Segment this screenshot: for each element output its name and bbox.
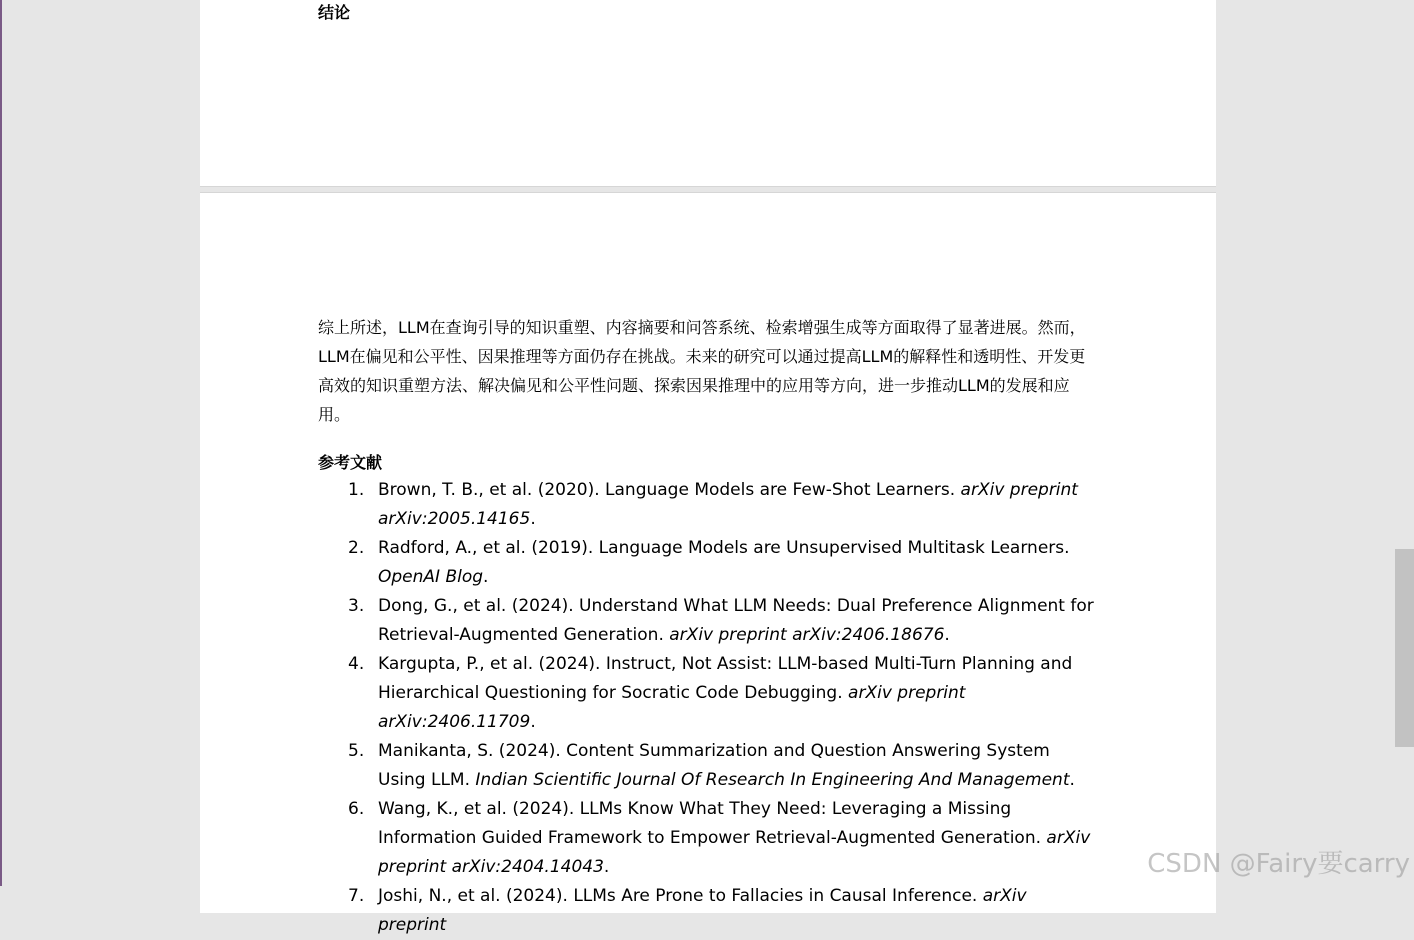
reference-source: arXiv preprint arXiv:2406.18676 xyxy=(669,625,945,645)
reference-item xyxy=(318,476,1096,534)
reference-end: . xyxy=(603,857,610,877)
reference-number: 5. xyxy=(348,741,365,761)
reference-source: Indian Scientific Journal Of Research In Engineering And Management xyxy=(475,770,1070,790)
reference-number: 3. xyxy=(348,596,365,616)
conclusion-paragraph: 综上所述，LLM在查询引导的知识重塑、内容摘要和问答系统、检索增强生成等方面取得了显著进展。然而，LLM在偏见和公平性、因果推理等方面仍存在挑战。未来的研究可以通过提高LLM的解释性和透明性、开发更高效的知识重塑方法、解决偏见和公平性问题、探索因果推理中的应用等方向，进一步推动LLM的发展和应用。 xyxy=(318,318,1086,424)
reference-text: Manikanta, S. (2024). Content Summarization and Question Answering System Using LLM. xyxy=(378,741,1050,790)
reference-text: Wang, K., et al. (2024). LLMs Know What They Need: Leveraging a Missing Information Guided Framework to Empower Retrieval-Augmented Generation. xyxy=(378,799,1047,848)
reference-text: Dong, G., et al. (2024). Understand What LLM Needs: Dual Preference Alignment for Retrieval-Augmented Generation. xyxy=(378,596,1094,645)
reference-source: OpenAI Blog xyxy=(378,567,484,587)
reference-number: 7. xyxy=(348,886,365,906)
scrollbar-thumb[interactable] xyxy=(1395,549,1414,747)
document-page-previous xyxy=(200,0,1216,187)
reference-source: arXiv preprint xyxy=(378,886,1027,935)
reference-number: 4. xyxy=(348,654,365,674)
watermark: CSDN @Fairy要carry xyxy=(1147,849,1410,879)
reference-number: 1. xyxy=(348,480,365,500)
reference-end: . xyxy=(1069,770,1075,790)
reference-end: . xyxy=(530,509,536,529)
reference-item xyxy=(318,592,1096,650)
window-left-edge xyxy=(0,0,2,886)
reference-text: Joshi, N., et al. (2024). LLMs Are Prone to Fallacies in Causal Inference. xyxy=(378,886,983,906)
reference-item xyxy=(318,795,1096,882)
reference-item xyxy=(318,650,1096,737)
reference-source: arXiv preprint arXiv:2404.14043 xyxy=(378,828,1091,877)
vertical-scrollbar[interactable] xyxy=(1394,0,1414,886)
reference-number: 6. xyxy=(348,799,365,819)
reference-text: Radford, A., et al. (2019). Language Models are Unsupervised Multitask Learners. xyxy=(378,538,1070,558)
reference-item xyxy=(318,737,1096,795)
reference-item xyxy=(318,882,1096,940)
reference-end: . xyxy=(483,567,489,587)
reference-item xyxy=(318,534,1096,592)
reference-source: arXiv preprint arXiv:2406.11709 xyxy=(378,683,966,732)
heading-conclusion: 结论 xyxy=(318,3,351,22)
reference-number: 2. xyxy=(348,538,365,558)
reference-end: . xyxy=(944,625,950,645)
reference-text: Kargupta, P., et al. (2024). Instruct, Not Assist: LLM-based Multi-Turn Planning and Hierarchical Questioning for Socratic Code Debugging. xyxy=(378,654,1073,703)
reference-text: Brown, T. B., et al. (2020). Language Models are Few-Shot Learners. xyxy=(378,480,961,500)
references-list xyxy=(318,476,1118,940)
reference-end: . xyxy=(530,712,536,732)
reference-source: arXiv preprint arXiv:2005.14165 xyxy=(378,480,1078,529)
heading-references: 参考文献 xyxy=(318,453,383,472)
